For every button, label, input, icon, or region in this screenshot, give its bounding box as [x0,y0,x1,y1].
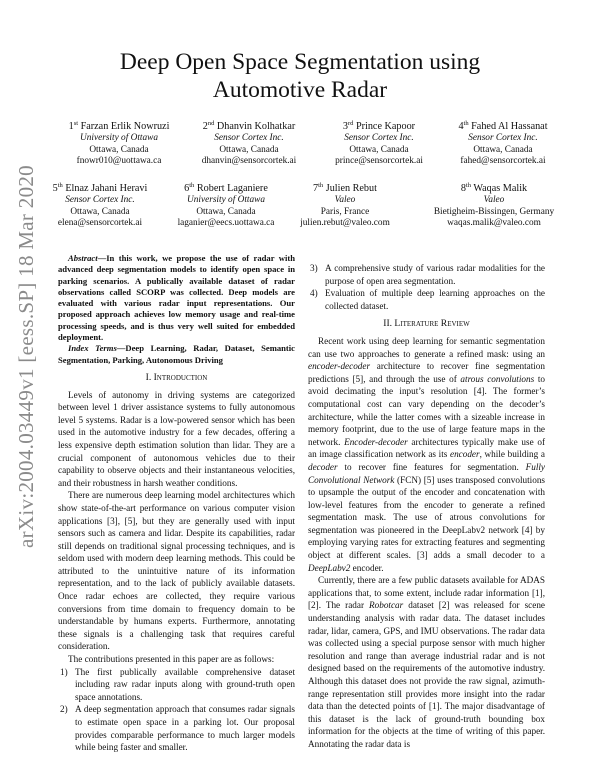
author-location: Ottawa, Canada [89,144,149,155]
section-heading-literature-review: II. Literature Review [383,318,470,330]
index-terms [58,343,295,366]
author-location: Paris, France [320,206,370,217]
index-terms-text: —Deep Learning, Radar, Dataset, Semantic Segmentation, Parking, Autonomous Driving [58,343,295,365]
author-email: fnowr010@uottawa.ca [76,156,162,167]
paper-title [60,48,540,104]
abstract [58,253,295,343]
title-line-1: Deep Open Space Segmentation using [119,49,481,75]
author-block [40,180,160,230]
author-email: julien.rebut@valeo.com [300,218,390,229]
intro-paragraph: Levels of autonomy in driving systems are categorized between level 1 driver assistance systems to fully autonomous level 5 systems. Radar is a low-powered sensor which has been used in the automotive industry for a few decades, offering a less expensive depth estimation solution than lidar. They are a crucial component of autonomous vehicles due to their capability to observe objects and their instantaneous velocities, and their robustness in harsh weather conditions. [58,389,295,488]
list-item: 4) Evaluation of multiple deep learning approaches on the collected dataset. [310,288,545,311]
author-email: laganier@eecs.uottawa.ca [177,218,275,229]
abstract-label: Abstract [68,253,98,263]
arxiv-identifier: arXiv:2004.03449v1 [eess.SP] 18 Mar 2020 [14,165,38,548]
author-name: 1st Farzan Erlik Nowruzi [68,120,170,132]
author-name: 2nd Dhanvin Kolhatkar [202,120,296,132]
contributions-list-continued [308,262,545,312]
author-affiliation: Valeo [483,194,505,205]
author-name: 4th Fahed Al Hassanat [458,120,548,132]
list-item: 2) A deep segmentation approach that consumes radar signals to estimate open space in a parking lot. Our proposal provides comparable performance to much larger models while being faster and smaller. [60,704,295,753]
author-location: Ottawa, Canada [219,144,279,155]
list-item: 1) The first publically available comprehensive dataset including raw radar inputs along with ground-truth open space annotations. [60,666,295,702]
section-heading-introduction: I. Introduction [145,371,208,383]
author-location: Ottawa, Canada [349,144,409,155]
author-block [290,180,400,230]
author-name: 5th Elnaz Jahani Heravi [52,182,148,194]
author-block [165,180,287,230]
author-name: 3rd Prince Kapoor [342,120,416,132]
author-location: Ottawa, Canada [473,144,533,155]
author-block [408,180,580,230]
author-block [188,118,310,168]
left-column [58,253,295,754]
author-affiliation: University of Ottawa [187,194,265,205]
author-affiliation: Sensor Cortex Inc. [344,132,414,143]
author-block [58,118,180,168]
literature-paragraph: Currently, there are a few public datasets available for ADAS applications that, to some extent, include radar information [1], [2]. The radar Robotcar dataset [2] was released for scene understanding analysis with radar data. The dataset includes radar, lidar, camera, GPS, and IMU observations. The radar data was collected using a special purpose sensor with much higher resolution and range than average industrial radar and is not designed based on the requirements of the automotive industry. Although this dataset does not provide the raw signal, azimuth-range representation still provides more insight into the radar data than the detected points of [1]. The major disadvantage of this dataset is the lack of ground-truth bounding box information for the objects at the time of writing of this paper. Annotating the radar data is [308,575,546,749]
intro-paragraph: The contributions presented in this paper are as follows: [68,654,275,665]
author-affiliation: Sensor Cortex Inc. [65,194,135,205]
right-column [308,262,545,751]
author-block [318,118,440,168]
author-email: dhanvin@sensorcortek.ai [201,156,297,167]
list-item: 3) A comprehensive study of various radar modalities for the purpose of open area segmentation. [310,263,545,286]
author-name: 8th Waqas Malik [460,182,528,194]
author-name: 6th Robert Laganiere [184,182,268,194]
author-email: prince@sensorcortek.ai [335,156,423,167]
author-location: Ottawa, Canada [70,206,130,217]
index-terms-label: Index Terms [68,343,117,354]
author-name: 7th Julien Rebut [313,182,377,194]
author-affiliation: Valeo [334,194,356,205]
author-email: fahed@sensorcortek.ai [460,156,546,167]
author-affiliation: University of Ottawa [80,132,158,143]
author-location: Ottawa, Canada [196,206,256,217]
abstract-text: —In this work, we propose the use of radar with advanced deep segmentation models to identify open space in parking scenarios. A publically available dataset of radar observations called SCORP was collected. Deep models are evaluated with various radar input representations. Our proposed approach achieves low memory usage and real-time processing speeds, and is thus very well suited for embedded deployment. [58,253,295,343]
intro-paragraph: There are numerous deep learning model architectures which show state-of-the-art performance on various computer vision applications [3], [5], but they are generally used with input sensors such as camera and lidar. Despite its capabilities, radar still depends on traditional signal processing techniques, and is seldom used with modern deep learning methods. This could be attributed to the unintuitive nature of its information representation, and to the lack of publicly available datasets. Once radar echoes are collected, they require various conversions from time domain to frequency domain to be understandable by humans experts. Furthermore, annotating these signals is a challenging task that requires careful consideration. [58,490,295,652]
contributions-list [58,666,295,754]
title-line-2: Automotive Radar [212,77,388,103]
author-affiliation: Sensor Cortex Inc. [214,132,284,143]
literature-paragraph: Recent work using deep learning for semantic segmentation can use two approaches to generate a refined mask: using an encoder-decoder architecture to recover fine segmentation predictions [5], and through the use of atrous convolutions to avoid decimating the input’s resolution [4]. The former’s computational cost can vary depending on the decoder’s architecture, while the latter comes with a sizeable increase in memory footprint, due to the use of large feature maps in the network. Encoder-decoder architectures typically make use of an image classification network as its encoder, while building a decoder to recover fine features for segmentation. Fully Convolutional Network (FCN) [5] uses transposed convolutions to upsample the output of the encoder and concatenation with low-level features from the encoder to generate a refined segmentation mask. The use of atrous convolutions for segmentation was pioneered in the DeepLabv2 network [4] by employing varying rates for extracting features and segmenting object at different scales. [3] adds a small decoder to a DeepLabv2 encoder. [308,335,545,573]
author-email: waqas.malik@valeo.com [447,218,541,229]
author-email: elena@sensorcortek.ai [57,218,143,229]
author-block [442,118,564,168]
author-affiliation: Sensor Cortex Inc. [468,132,538,143]
author-location: Bietigheim-Bissingen, Germany [433,206,555,217]
